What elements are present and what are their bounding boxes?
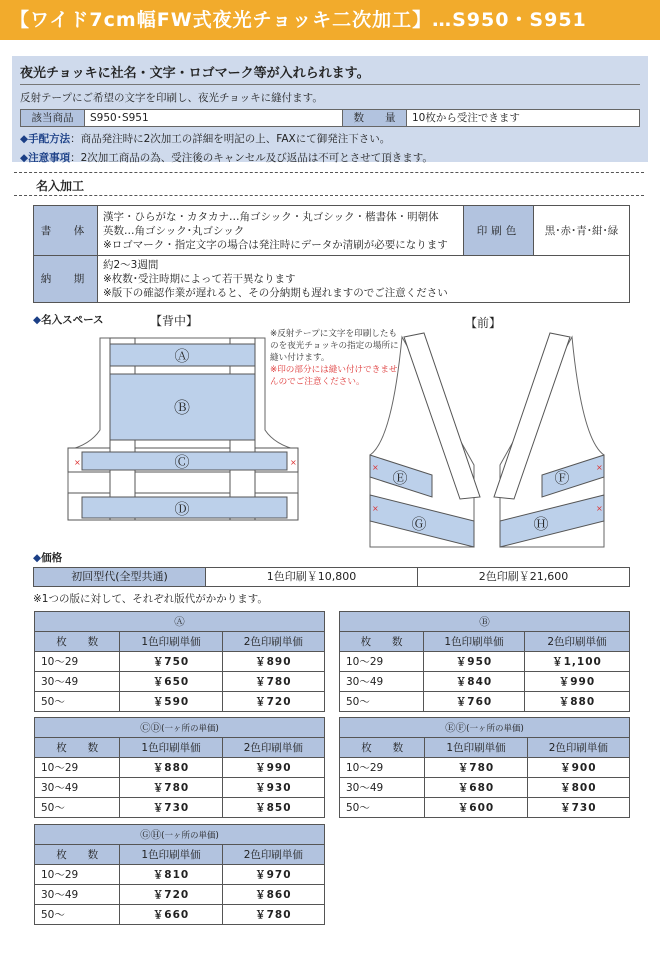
typeface-line: 漢字・ひらがな・カタカナ…角ゴシック・丸ゴシック・楷書体・明朝体 <box>103 210 439 223</box>
table-title: Ⓑ <box>340 612 630 632</box>
delivery-label: 納 期 <box>34 256 98 303</box>
mark-a: Ⓐ <box>174 347 190 365</box>
space-label: ◆名入スペース <box>33 314 104 326</box>
table-title: ⒺⒻ(一ヶ所の単価) <box>340 718 630 738</box>
price-table-gh <box>34 824 325 925</box>
table-row: 30～49 ￥720 ￥860 <box>35 885 325 905</box>
x-mark: × <box>290 458 297 467</box>
x-mark: × <box>596 463 603 472</box>
back-label: 【背中】 <box>150 314 199 328</box>
table-row: 30～49 ￥840 ￥990 <box>340 672 630 692</box>
table-row: 30～49 ￥650 ￥780 <box>35 672 325 692</box>
mark-b: Ⓑ <box>173 398 191 417</box>
table-row: 10～29 ￥750 ￥890 <box>35 652 325 672</box>
price-table-cd <box>34 717 325 818</box>
x-mark: × <box>596 504 603 513</box>
delivery-line: ※版下の確認作業が遅れると、その分納期も遅れますのでご注意ください <box>103 287 448 299</box>
typeface-value <box>98 206 464 256</box>
table-row: 10～29 ￥880 ￥990 <box>35 758 325 778</box>
mark-g: Ⓖ <box>411 515 427 533</box>
price-table-b <box>339 611 630 712</box>
typeface-label: 書 体 <box>34 206 98 256</box>
vest-note-2: ※印の部分には縫い付けできませんのでご注意ください。 <box>270 365 398 387</box>
col-2color: 2色印刷単価 <box>527 738 629 758</box>
col-1color: 1色印刷単価 <box>425 738 527 758</box>
col-2color: 2色印刷単価 <box>524 632 629 652</box>
col-1color: 1色印刷単価 <box>120 845 222 865</box>
table-row: 10～29 ￥810 ￥970 <box>35 865 325 885</box>
qty-label: 数 量 <box>343 110 407 126</box>
section-title: 名入加工 <box>36 179 85 193</box>
table-title: ⒼⒽ(一ヶ所の単価) <box>35 825 325 845</box>
section-heading <box>14 172 644 196</box>
table-title: ⒸⒹ(一ヶ所の単価) <box>35 718 325 738</box>
product-label: 該当商品 <box>21 110 85 126</box>
price-table-ef <box>339 717 630 818</box>
delivery-line: ※枚数･受注時期によって若干異なります <box>103 273 296 285</box>
page-header: 【ワイド7cm幅FW式夜光チョッキ二次加工】…S950・S951 <box>0 0 660 40</box>
front-vest-diagram <box>362 325 612 555</box>
delivery-value <box>98 256 630 303</box>
col-1color: 1色印刷単価 <box>120 738 222 758</box>
col-qty: 枚 数 <box>340 632 424 652</box>
mark-f: Ⓕ <box>554 469 570 487</box>
typeface-line: ※ロゴマーク・指定文字の場合は発注時にデータか清刷が必要になります <box>103 238 448 251</box>
x-mark: × <box>74 458 81 467</box>
table-row: 50～ ￥600 ￥730 <box>340 798 630 818</box>
mark-h: Ⓗ <box>533 515 549 533</box>
color-value: 黒･赤･青･紺･緑 <box>534 206 630 256</box>
price-table-a <box>34 611 325 712</box>
typeface-line: 英数…角ゴシック･丸ゴシック <box>103 224 245 237</box>
delivery-line: 約2～3週間 <box>103 259 159 271</box>
product-row <box>20 109 640 127</box>
front-label: 【前】 <box>465 316 502 330</box>
plate-fee-label: 初回型代(全型共通) <box>34 568 206 586</box>
table-row: 50～ ￥730 ￥850 <box>35 798 325 818</box>
note-caution-label: ◆注意事項 <box>20 152 71 164</box>
plate-fee-1: 1色印刷￥10,800 <box>206 568 418 586</box>
product-value: S950･S951 <box>85 110 343 126</box>
table-row: 10～29 ￥780 ￥900 <box>340 758 630 778</box>
table-row: 50～ ￥660 ￥780 <box>35 905 325 925</box>
table-row: 30～49 ￥780 ￥930 <box>35 778 325 798</box>
table-row: 50～ ￥760 ￥880 <box>340 692 630 712</box>
table-title: Ⓐ <box>35 612 325 632</box>
x-mark: × <box>372 463 379 472</box>
diamond-icon: ◆ <box>33 552 42 564</box>
col-2color: 2色印刷単価 <box>222 738 324 758</box>
intro-text: 反射テープにご希望の文字を印刷し、夜光チョッキに縫付ます。 <box>20 92 323 104</box>
table-row: 10～29 ￥950 ￥1,100 <box>340 652 630 672</box>
x-mark: × <box>372 504 379 513</box>
mark-e: Ⓔ <box>392 469 408 487</box>
col-2color: 2色印刷単価 <box>222 845 324 865</box>
vest-note-1: ※反射テープに文字を印刷したものを夜光チョッキの指定の場所に縫い付けます。 <box>270 329 399 363</box>
col-qty: 枚 数 <box>340 738 425 758</box>
table-row: 50～ ￥590 ￥720 <box>35 692 325 712</box>
plate-fee-row <box>33 567 630 587</box>
color-label: 印刷色 <box>464 206 534 256</box>
note-caution-text: ：2次加工商品の為、受注後のキャンセル及び返品は不可とさせて頂きます。 <box>70 152 433 164</box>
col-1color: 1色印刷単価 <box>120 632 222 652</box>
spec-table <box>33 205 630 303</box>
col-qty: 枚 数 <box>35 738 120 758</box>
qty-value: 10枚から受注できます <box>412 112 520 124</box>
mark-d: Ⓓ <box>174 500 190 518</box>
note-order <box>20 131 640 146</box>
diamond-icon: ◆ <box>33 314 42 326</box>
intro-title: 夜光チョッキに社名・文字・ロゴマーク等が入れられます。 <box>20 62 640 85</box>
note-caution <box>20 150 640 165</box>
price-label: ◆価格 <box>33 552 63 564</box>
col-qty: 枚 数 <box>35 632 120 652</box>
table-row: 30～49 ￥680 ￥800 <box>340 778 630 798</box>
plate-fee-2: 2色印刷￥21,600 <box>478 570 569 583</box>
back-vest-diagram <box>60 330 310 525</box>
note-order-label: ◆手配方法 <box>20 133 71 145</box>
intro-panel <box>12 56 648 162</box>
plate-fee-note: ※1つの版に対して、それぞれ版代がかかります。 <box>33 593 268 605</box>
note-order-text: ：商品発注時に2次加工の詳細を明記の上、FAXにて御発注下さい。 <box>70 133 391 145</box>
col-qty: 枚 数 <box>35 845 120 865</box>
col-1color: 1色印刷単価 <box>424 632 525 652</box>
col-2color: 2色印刷単価 <box>222 632 324 652</box>
mark-c: Ⓒ <box>174 453 190 471</box>
